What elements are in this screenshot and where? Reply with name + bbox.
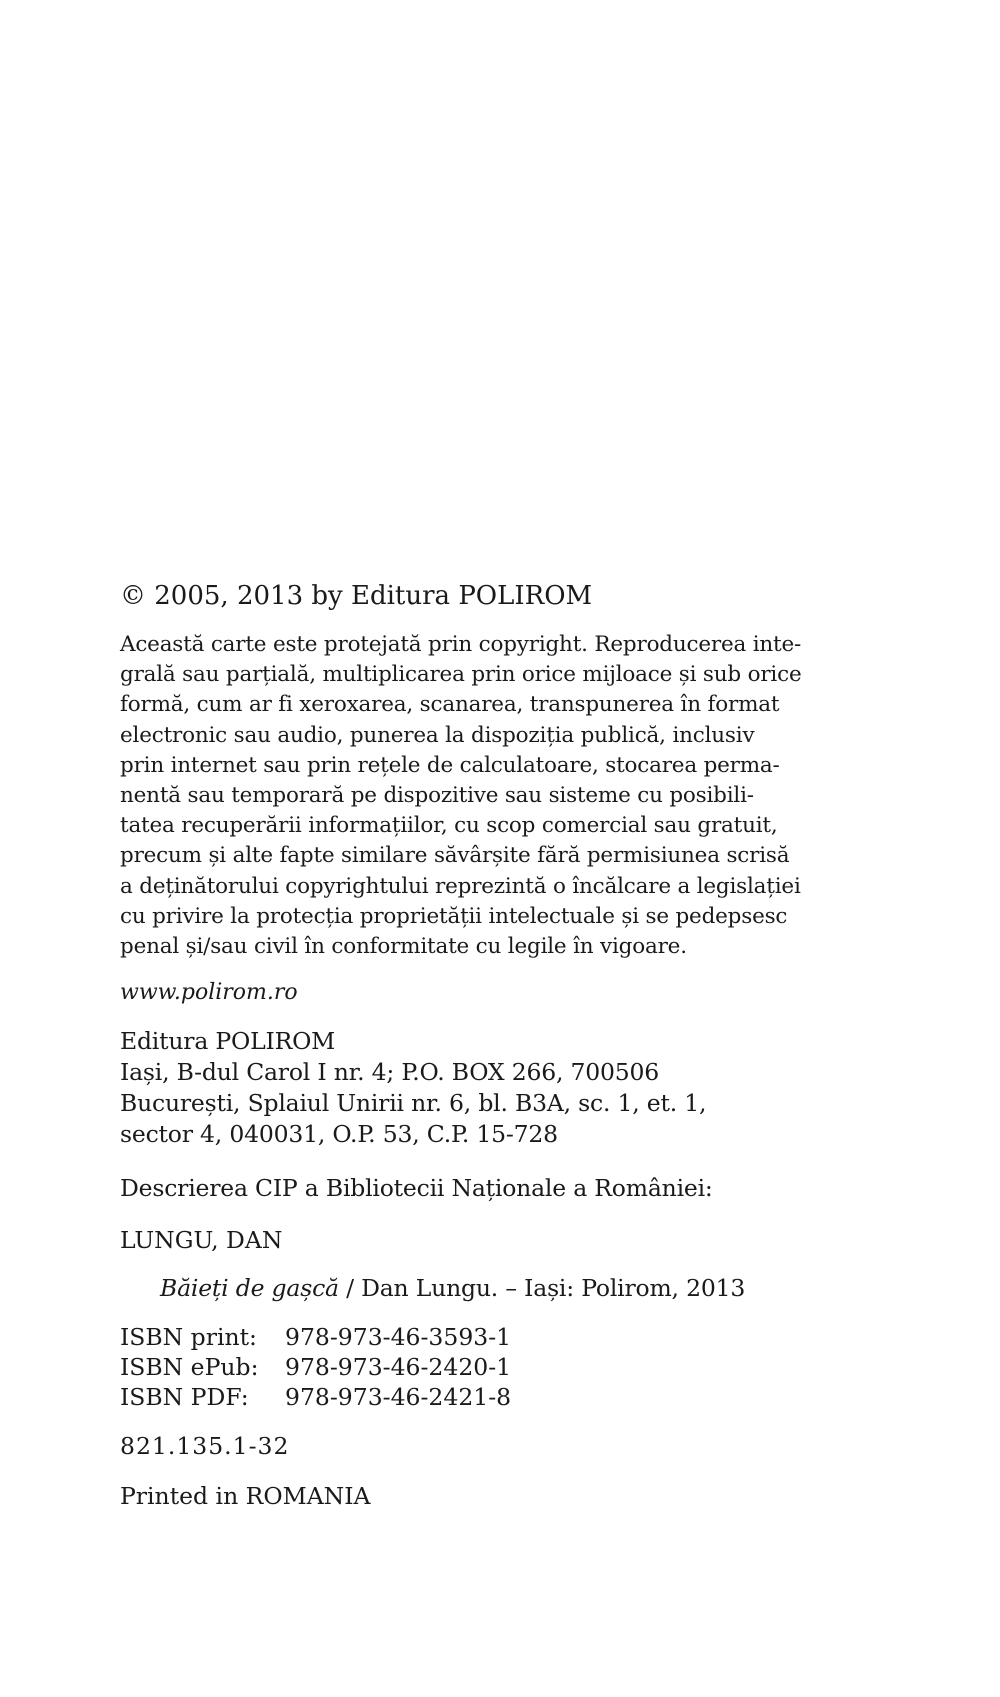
legal-notice-line: electronic sau audio, punerea la dispoziția publică, inclusiv [120,722,755,748]
colophon-block [120,578,840,1512]
isbn-list [120,1322,840,1412]
legal-notice-line: nentă sau temporară pe dispozitive sau sisteme cu posibili- [120,783,754,809]
publisher-website: www.polirom.ro [120,980,298,1006]
legal-notice-line: tatea recuperării informațiilor, cu scop comercial sau gratuit, [120,813,778,839]
isbn-value: 978-973-46-2421-8 [285,1383,512,1412]
publisher-address-line: Iași, B-dul Carol I nr. 4; P.O. BOX 266, 700506 [120,1058,660,1087]
udc-classification: 821.135.1-32 [120,1432,290,1461]
isbn-row [120,1322,840,1352]
printed-in: Printed in ROMANIA [120,1482,371,1511]
isbn-label: ISBN PDF: [120,1383,249,1412]
legal-notice-line: a deținătorului copyrightului reprezintă o încălcare a legislației [120,873,801,899]
legal-notice-line: formă, cum ar fi xeroxarea, scanarea, transpunerea în format [120,692,780,718]
legal-notice-line: cu privire la protecția proprietății intelectuale și se pedepsesc [120,903,788,929]
publisher-address-line: București, Splaiul Unirii nr. 6, bl. B3A, sc. 1, et. 1, [120,1089,707,1118]
book-title: Băieți de gașcă [160,1274,339,1303]
isbn-value: 978-973-46-3593-1 [285,1323,512,1352]
legal-notice-line: Această carte este protejată prin copyright. Reproducerea inte- [120,632,802,657]
cip-entry-details: / Dan Lungu. – Iași: Polirom, 2013 [338,1274,746,1303]
legal-notice-line: precum și alte fapte similare săvârșite fără permisiunea scrisă [120,843,790,869]
legal-notice-line: grală sau parțială, multiplicarea prin orice mijloace și sub orice [120,662,802,688]
isbn-label: ISBN ePub: [120,1353,259,1382]
legal-notice [120,630,840,962]
copyright-line: © 2005, 2013 by Editura POLIROM [120,581,593,611]
publisher-name: Editura POLIROM [120,1027,335,1056]
isbn-row [120,1382,840,1412]
cip-heading: Descrierea CIP a Bibliotecii Naționale a României: [120,1174,713,1203]
isbn-label: ISBN print: [120,1323,257,1352]
publisher-address-line: sector 4, 040031, O.P. 53, C.P. 15-728 [120,1120,558,1149]
isbn-value: 978-973-46-2420-1 [285,1353,512,1382]
legal-notice-line: prin internet sau prin rețele de calculatoare, stocarea perma- [120,752,780,778]
cip-author: LUNGU, DAN [120,1226,283,1255]
legal-notice-line: penal și/sau civil în conformitate cu legile în vigoare. [120,934,687,960]
cip-entry [160,1272,840,1304]
publisher-address-block [120,1026,840,1150]
isbn-row [120,1352,840,1382]
